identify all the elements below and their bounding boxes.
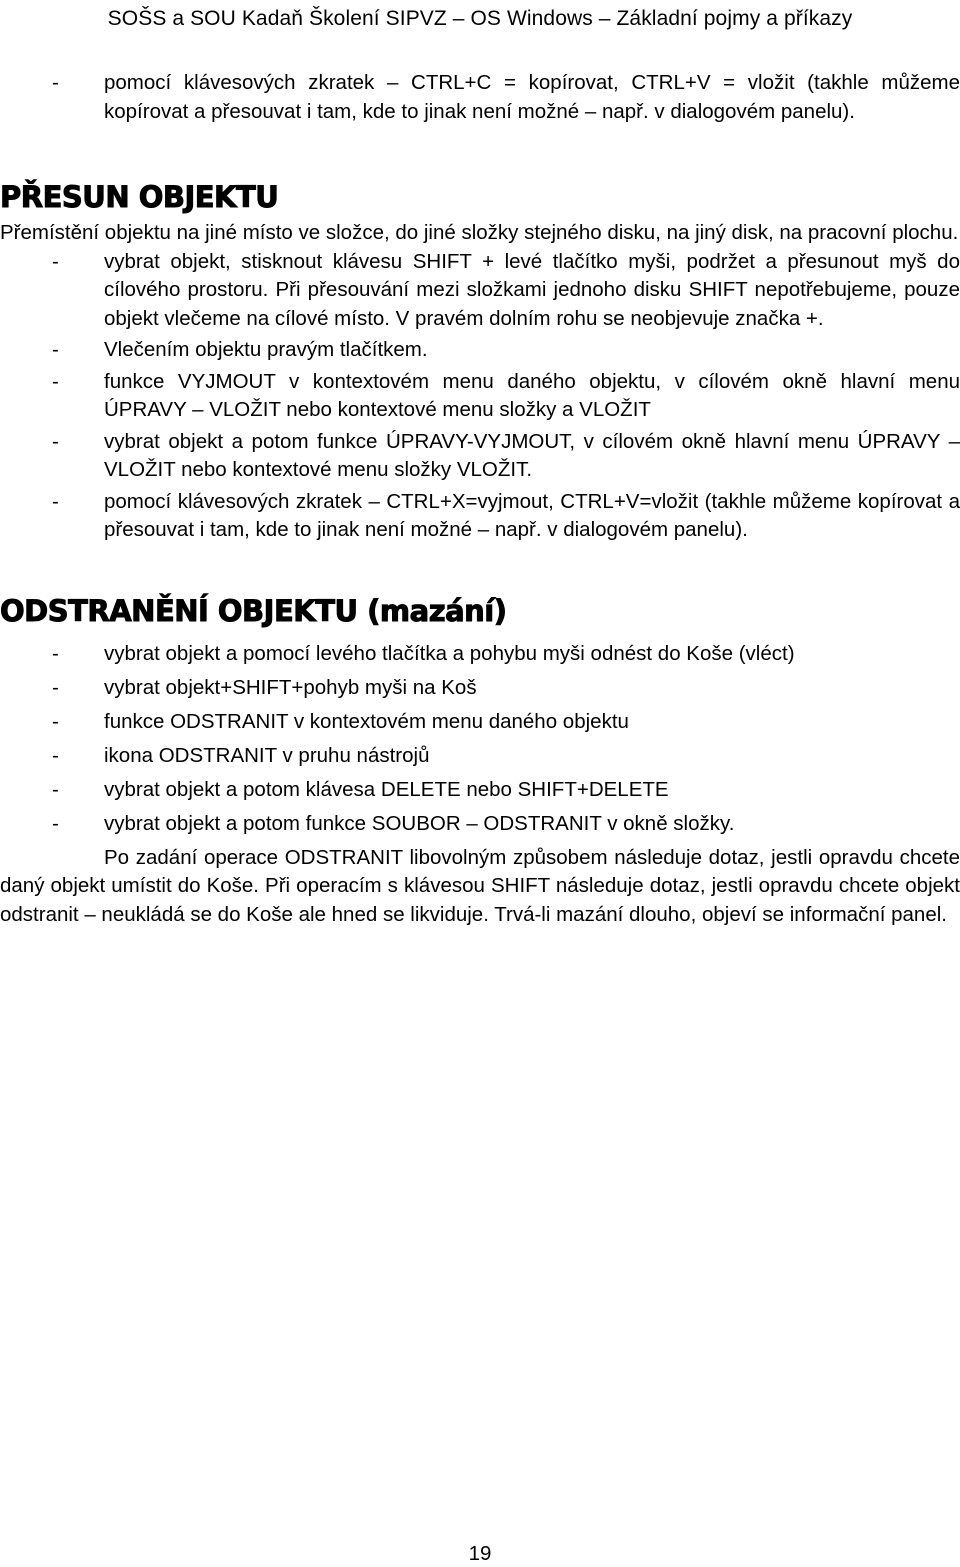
section-heading-move: PŘESUN OBJEKTU — [0, 180, 279, 214]
list-item — [0, 674, 960, 703]
delete-list — [0, 640, 960, 839]
list-dash: - — [52, 777, 59, 801]
list-dash: - — [52, 489, 59, 513]
move-list — [0, 248, 960, 545]
section-heading-delete: ODSTRANĚNÍ OBJEKTU (mazání) — [0, 593, 507, 628]
list-item-text: funkce VYJMOUT v kontextovém menu daného objektu, v cílovém okně hlavní menu ÚPRAVY – VLOŽIT nebo kontextové menu složky a VLOŽIT — [104, 369, 960, 421]
list-dash: - — [52, 811, 59, 835]
list-item — [0, 336, 960, 365]
list-item — [0, 810, 960, 839]
list-item — [0, 248, 960, 334]
closing-paragraph: Po zadání operace ODSTRANIT libovolným způsobem následuje dotaz, jestli opravdu chcete daný objekt umístit do Koše. Při operacím s klávesou SHIFT následuje dotaz, jestli opravdu chcete objekt odstranit – neukládá se do Koše ale hned se likviduje. Trvá-li mazání dlouho, objeví se informační panel. — [0, 845, 960, 926]
list-item — [0, 708, 960, 737]
intro-list — [0, 69, 960, 126]
list-item-text: vybrat objekt+SHIFT+pohyb myši na Koš — [104, 675, 477, 699]
list-item-text: ikona ODSTRANIT v pruhu nástrojů — [104, 743, 430, 767]
list-item-text: Vlečením objektu pravým tlačítkem. — [104, 338, 428, 361]
list-item-text: vybrat objekt a pomocí levého tlačítka a pohybu myši odnést do Koše (vléct) — [104, 641, 795, 665]
list-item-text: vybrat objekt a potom funkce ÚPRAVY-VYJMOUT, v cílovém okně hlavní menu ÚPRAVY – VLOŽIT nebo kontextové menu složky VLOŽIT. — [104, 429, 960, 481]
list-item — [0, 488, 960, 545]
list-dash: - — [52, 429, 59, 453]
section-intro: Přemístění objektu na jiné místo ve složce, do jiné složky stejného disku, na jiný disk, na pracovní plochu. — [0, 221, 959, 244]
page-number: 19 — [468, 1542, 492, 1565]
list-dash: - — [52, 709, 59, 733]
list-item-text: vybrat objekt a potom funkce SOUBOR – ODSTRANIT v okně složky. — [104, 811, 735, 835]
list-item-text: pomocí klávesových zkratek – CTRL+C = kopírovat, CTRL+V = vložit (takhle můžeme kopírovat a přesouvat i tam, kde to jinak není možné – např. v dialogovém panelu). — [104, 71, 960, 123]
list-dash: - — [52, 641, 59, 665]
list-item — [0, 69, 960, 126]
list-item — [0, 640, 960, 669]
list-item-text: funkce ODSTRANIT v kontextovém menu daného objektu — [104, 709, 629, 733]
list-item — [0, 776, 960, 805]
list-item — [0, 742, 960, 771]
list-item-text: vybrat objekt, stisknout klávesu SHIFT + levé tlačítko myši, podržet a přesunout myš do cílového prostoru. Při přesouvání mezi složkami jednoho disku SHIFT nepotřebujeme, pouze objekt vlečeme na cílové místo. V pravém dolním rohu se neobjevuje značka +. — [104, 249, 960, 330]
page-content — [0, 69, 960, 929]
list-dash: - — [52, 743, 59, 767]
list-item-text: pomocí klávesových zkratek – CTRL+X=vyjmout, CTRL+V=vložit (takhle můžeme kopírovat a přesouvat i tam, kde to jinak není možné – např. v dialogovém panelu). — [104, 489, 960, 541]
list-dash: - — [52, 338, 59, 361]
list-dash: - — [52, 675, 59, 699]
list-item — [0, 428, 960, 485]
list-item-text: vybrat objekt a potom klávesa DELETE nebo SHIFT+DELETE — [104, 777, 669, 801]
list-item — [0, 368, 960, 425]
list-dash: - — [52, 369, 59, 393]
running-header: SOŠS a SOU Kadaň Školení SIPVZ – OS Windows – Základní pojmy a příkazy — [107, 7, 853, 30]
list-dash: - — [52, 249, 59, 273]
list-dash: - — [52, 71, 59, 94]
